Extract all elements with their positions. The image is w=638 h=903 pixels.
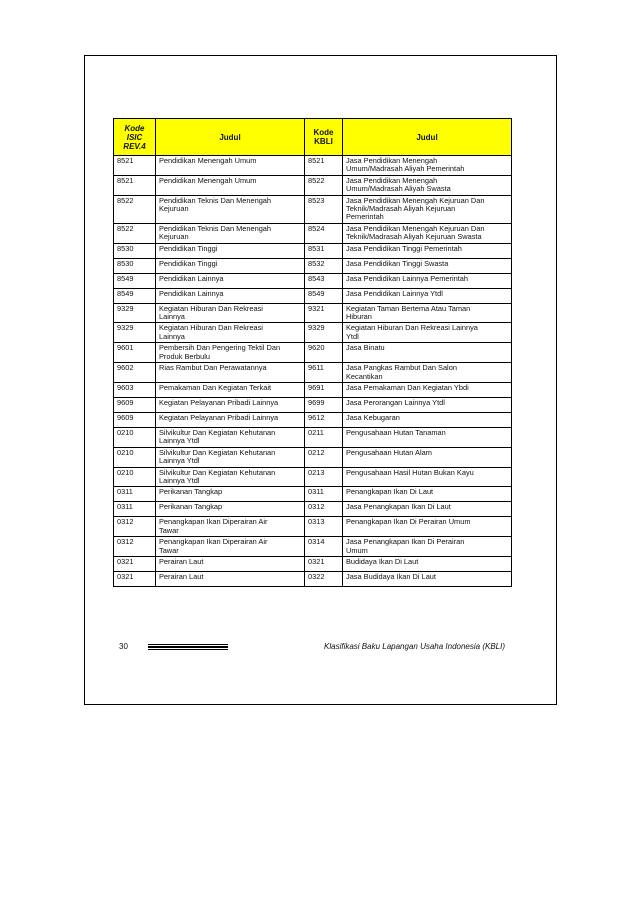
judul-isic-cell: Perikanan Tangkap xyxy=(156,487,305,502)
kode-kbli-cell: 0314 xyxy=(305,537,343,557)
judul-isic-cell: Penangkapan Ikan Diperairan Air Tawar xyxy=(156,517,305,537)
judul-isic-cell: Perikanan Tangkap xyxy=(156,502,305,517)
table-row xyxy=(114,288,512,303)
footer-rule xyxy=(148,644,228,645)
table-row xyxy=(114,467,512,487)
judul-isic-cell: Kegiatan Pelayanan Pribadi Lainnya xyxy=(156,412,305,427)
table-row xyxy=(114,556,512,571)
judul-kbli-cell: Jasa Pemakaman Dan Kegiatan Ybdi xyxy=(343,382,512,397)
judul-isic-cell: Pembersih Dan Pengering Tektil Dan Produk Berbulu xyxy=(156,343,305,363)
table-row xyxy=(114,258,512,273)
judul-isic-cell: Kegiatan Pelayanan Pribadi Lainnya xyxy=(156,397,305,412)
judul-kbli-cell: Jasa Pendidikan Lainnya Pemerintah xyxy=(343,273,512,288)
kode-isic-cell: 0321 xyxy=(114,556,156,571)
table-row xyxy=(114,502,512,517)
kode-isic-cell: 9602 xyxy=(114,363,156,383)
judul-kbli-cell: Jasa Binatu xyxy=(343,343,512,363)
judul-kbli-cell: Jasa Pendidikan Menengah Umum/Madrasah Aliyah Swasta xyxy=(343,175,512,195)
table-body xyxy=(114,156,512,587)
kode-kbli-cell: 9612 xyxy=(305,412,343,427)
table-row xyxy=(114,447,512,467)
judul-kbli-cell: Jasa Kebugaran xyxy=(343,412,512,427)
judul-isic-cell: Pemakaman Dan Kegiatan Terkait xyxy=(156,382,305,397)
kode-kbli-cell: 8524 xyxy=(305,223,343,243)
table-row xyxy=(114,537,512,557)
kode-kbli-cell: 9691 xyxy=(305,382,343,397)
judul-kbli-cell: Budidaya Ikan Di Laut xyxy=(343,556,512,571)
kode-kbli-cell: 8549 xyxy=(305,288,343,303)
judul-isic-cell: Pendidikan Menengah Umum xyxy=(156,156,305,176)
kode-kbli-cell: 9620 xyxy=(305,343,343,363)
judul-isic-cell: Kegiatan Hiburan Dan Rekreasi Lainnya xyxy=(156,323,305,343)
footer-title: Klasifikasi Baku Lapangan Usaha Indonesia (KBLI) xyxy=(324,642,505,651)
judul-kbli-cell: Kegiatan Taman Bertema Atau Taman Hiburan xyxy=(343,303,512,323)
table-row xyxy=(114,273,512,288)
table-row xyxy=(114,195,512,223)
kode-kbli-cell: 8521 xyxy=(305,156,343,176)
kode-kbli-cell: 0211 xyxy=(305,427,343,447)
kode-isic-cell: 0311 xyxy=(114,487,156,502)
judul-kbli-cell: Jasa Penangkapan Ikan Di Laut xyxy=(343,502,512,517)
judul-isic-cell: Pendidikan Lainnya xyxy=(156,288,305,303)
judul-kbli-cell: Jasa Pendidikan Menengah Kejuruan Dan Teknik/Madrasah Aliyah Kejuruan Pemerintah xyxy=(343,195,512,223)
kode-kbli-cell: 0321 xyxy=(305,556,343,571)
judul-isic-cell: Silvikultur Dan Kegiatan Kehutanan Lainnya Ytdl xyxy=(156,467,305,487)
kode-isic-cell: 0312 xyxy=(114,537,156,557)
kode-kbli-cell: 0311 xyxy=(305,487,343,502)
table-row xyxy=(114,517,512,537)
kode-isic-cell: 9601 xyxy=(114,343,156,363)
kode-kbli-cell: 8523 xyxy=(305,195,343,223)
header-kode-kbli: Kode KBLI xyxy=(305,119,343,156)
table-row xyxy=(114,303,512,323)
footer-rule xyxy=(148,649,228,650)
kode-isic-cell: 8530 xyxy=(114,243,156,258)
header-judul-isic: Judul xyxy=(156,119,305,156)
table-row xyxy=(114,156,512,176)
kode-kbli-cell: 0213 xyxy=(305,467,343,487)
judul-isic-cell: Pendidikan Lainnya xyxy=(156,273,305,288)
kode-kbli-cell: 0322 xyxy=(305,571,343,586)
kode-isic-cell: 8521 xyxy=(114,156,156,176)
kode-kbli-cell: 0212 xyxy=(305,447,343,467)
kode-isic-cell: 8530 xyxy=(114,258,156,273)
kbli-mapping-table xyxy=(113,118,512,587)
judul-kbli-cell: Jasa Budidaya Ikan Di Laut xyxy=(343,571,512,586)
judul-kbli-cell: Jasa Pendidikan Menengah Kejuruan Dan Teknik/Madrasah Aliyah Kejuruan Swasta xyxy=(343,223,512,243)
judul-kbli-cell: Jasa Penangkapan Ikan Di Perairan Umum xyxy=(343,537,512,557)
table-row xyxy=(114,323,512,343)
header-judul-kbli: Judul xyxy=(343,119,512,156)
table-row xyxy=(114,397,512,412)
kode-isic-cell: 0312 xyxy=(114,517,156,537)
judul-kbli-cell: Pengusahaan Hutan Alam xyxy=(343,447,512,467)
kode-isic-cell: 8522 xyxy=(114,223,156,243)
kode-kbli-cell: 9611 xyxy=(305,363,343,383)
judul-kbli-cell: Jasa Pendidikan Tinggi Swasta xyxy=(343,258,512,273)
kode-isic-cell: 8549 xyxy=(114,273,156,288)
kode-kbli-cell: 0313 xyxy=(305,517,343,537)
judul-isic-cell: Pendidikan Tinggi xyxy=(156,258,305,273)
kode-kbli-cell: 8522 xyxy=(305,175,343,195)
kode-isic-cell: 0210 xyxy=(114,427,156,447)
judul-isic-cell: Perairan Laut xyxy=(156,556,305,571)
judul-isic-cell: Silvikultur Dan Kegiatan Kehutanan Lainnya Ytdl xyxy=(156,447,305,467)
table-row xyxy=(114,363,512,383)
table-row xyxy=(114,223,512,243)
table-row xyxy=(114,343,512,363)
kode-isic-cell: 0210 xyxy=(114,447,156,467)
kode-kbli-cell: 8532 xyxy=(305,258,343,273)
table-row xyxy=(114,412,512,427)
table-row xyxy=(114,571,512,586)
kode-isic-cell: 8522 xyxy=(114,195,156,223)
judul-kbli-cell: Penangkapan Ikan Di Perairan Umum xyxy=(343,517,512,537)
judul-isic-cell: Pendidikan Menengah Umum xyxy=(156,175,305,195)
judul-kbli-cell: Pengusahaan Hutan Tanaman xyxy=(343,427,512,447)
judul-kbli-cell: Jasa Perorangan Lainnya Ytdl xyxy=(343,397,512,412)
judul-isic-cell: Pendidikan Tinggi xyxy=(156,243,305,258)
table-row xyxy=(114,175,512,195)
kode-isic-cell: 0311 xyxy=(114,502,156,517)
kode-isic-cell: 0321 xyxy=(114,571,156,586)
table-row xyxy=(114,243,512,258)
kode-isic-cell: 9329 xyxy=(114,323,156,343)
kode-isic-cell: 9609 xyxy=(114,412,156,427)
kode-isic-cell: 0210 xyxy=(114,467,156,487)
judul-kbli-cell: Penangkapan Ikan Di Laut xyxy=(343,487,512,502)
judul-isic-cell: Kegiatan Hiburan Dan Rekreasi Lainnya xyxy=(156,303,305,323)
kode-kbli-cell: 9329 xyxy=(305,323,343,343)
table-row xyxy=(114,382,512,397)
judul-kbli-cell: Kegiatan Hiburan Dan Rekreasi Lainnya Ytdl xyxy=(343,323,512,343)
kode-kbli-cell: 9321 xyxy=(305,303,343,323)
judul-kbli-cell: Pengusahaan Hasil Hutan Bukan Kayu xyxy=(343,467,512,487)
judul-isic-cell: Silvikultur Dan Kegiatan Kehutanan Lainnya Ytdl xyxy=(156,427,305,447)
kode-isic-cell: 9329 xyxy=(114,303,156,323)
table-header-row xyxy=(114,119,512,156)
page-number: 30 xyxy=(119,642,128,651)
judul-kbli-cell: Jasa Pendidikan Lainnya Ytdl xyxy=(343,288,512,303)
judul-kbli-cell: Jasa Pangkas Rambut Dan Salon Kecantikan xyxy=(343,363,512,383)
judul-isic-cell: Perairan Laut xyxy=(156,571,305,586)
judul-kbli-cell: Jasa Pendidikan Menengah Umum/Madrasah Aliyah Pemerintah xyxy=(343,156,512,176)
judul-isic-cell: Rias Rambut Dan Perawatannya xyxy=(156,363,305,383)
kode-kbli-cell: 8531 xyxy=(305,243,343,258)
kode-isic-cell: 8521 xyxy=(114,175,156,195)
judul-isic-cell: Pendidikan Teknis Dan Menengah Kejuruan xyxy=(156,223,305,243)
footer-rule xyxy=(148,646,228,648)
table-row xyxy=(114,487,512,502)
kode-isic-cell: 9603 xyxy=(114,382,156,397)
judul-kbli-cell: Jasa Pendidikan Tinggi Pemerintah xyxy=(343,243,512,258)
kode-kbli-cell: 0312 xyxy=(305,502,343,517)
header-kode-isic: Kode ISIC REV.4 xyxy=(114,119,156,156)
kode-isic-cell: 9609 xyxy=(114,397,156,412)
table-row xyxy=(114,427,512,447)
judul-isic-cell: Pendidikan Teknis Dan Menengah Kejuruan xyxy=(156,195,305,223)
kode-isic-cell: 8549 xyxy=(114,288,156,303)
kode-kbli-cell: 8543 xyxy=(305,273,343,288)
judul-isic-cell: Penangkapan Ikan Diperairan Air Tawar xyxy=(156,537,305,557)
kode-kbli-cell: 9699 xyxy=(305,397,343,412)
page-footer xyxy=(113,640,511,656)
